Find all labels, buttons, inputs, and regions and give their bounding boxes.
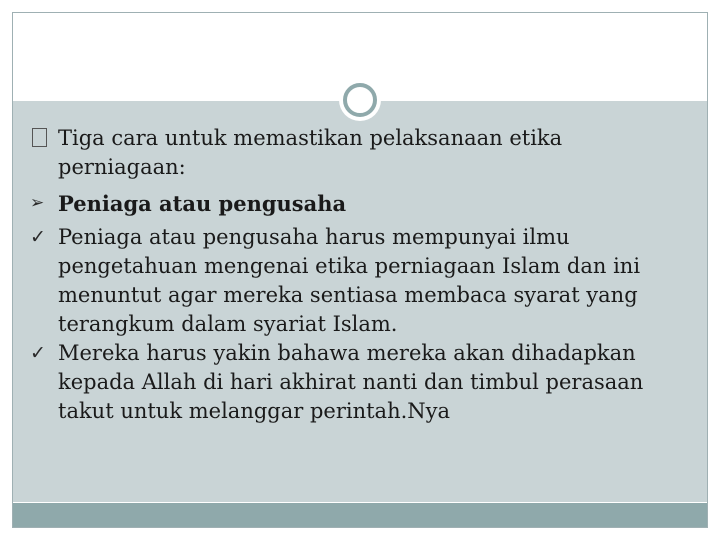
missing-glyph-box-icon <box>30 124 54 155</box>
bullet-item <box>30 339 690 426</box>
bottom-bar <box>13 503 707 527</box>
arrow-right-icon: ➢ <box>30 193 45 213</box>
intro-paragraph <box>30 124 690 182</box>
heading-paragraph <box>30 189 690 219</box>
circle-ornament-icon <box>339 79 381 121</box>
check-icon: ✓ <box>30 226 46 248</box>
section-heading: Peniaga atau pengusaha <box>58 191 347 216</box>
slide-body <box>30 124 690 426</box>
bullet-item <box>30 223 690 339</box>
bullet-text: Peniaga atau pengusaha harus mempunyai ilmu pengetahuan mengenai etika perniagaan Islam dan ini menuntut agar mereka sentiasa membaca syarat yang terangkum dalam syariat Islam. <box>58 225 641 336</box>
bullet-text: Mereka harus yakin bahawa mereka akan dihadapkan kepada Allah di hari akhirat nanti dan timbul perasaan takut untuk melanggar perintah.Nya <box>58 341 644 423</box>
intro-text: Tiga cara untuk memastikan pelaksanaan etika perniagaan: <box>58 126 563 179</box>
check-icon: ✓ <box>30 342 46 364</box>
